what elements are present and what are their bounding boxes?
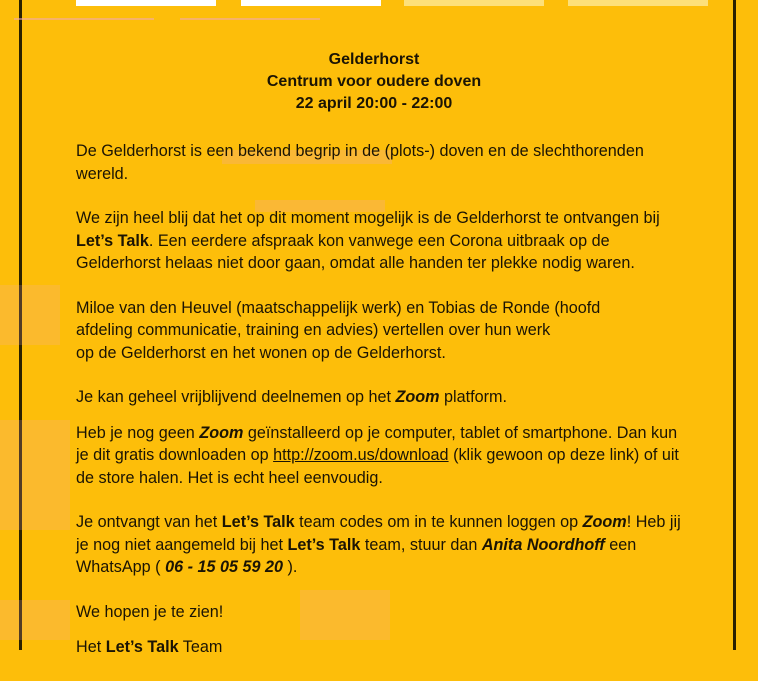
contact-name: Anita Noordhoff — [481, 535, 605, 554]
zoom-download-link[interactable]: http://zoom.us/download — [273, 446, 449, 464]
paragraph-closing: We hopen je te zien! — [76, 602, 224, 621]
event-subtitle: Centrum voor oudere doven — [266, 73, 482, 90]
text: Je ontvangt van het — [76, 513, 222, 531]
text: Het — [76, 638, 106, 656]
bleed-artifact — [0, 600, 70, 640]
text: team, stuur dan — [360, 535, 482, 554]
text: We zijn heel blij dat het op dit moment mogelijk is de Gelderhorst te ontvangen bij — [76, 209, 660, 227]
text: team codes om in te kunnen loggen op — [294, 513, 583, 531]
top-box-2 — [241, 0, 381, 6]
bleed-artifact — [0, 285, 60, 345]
zoom-name: Zoom — [582, 513, 627, 531]
event-description — [76, 140, 686, 681]
paragraph-speakers — [76, 297, 686, 365]
text: Heb je nog geen — [76, 423, 200, 442]
text: Team — [178, 638, 223, 656]
bleed-artifact — [14, 18, 154, 20]
text: een WhatsApp ( — [76, 535, 637, 576]
event-header — [76, 49, 672, 115]
brand-name: Let’s Talk — [105, 638, 179, 656]
zoom-name: Zoom — [199, 423, 244, 442]
paragraph-signature — [76, 636, 686, 659]
brand-name: Let’s Talk — [76, 231, 149, 250]
event-datetime: 22 april 20:00 - 22:00 — [295, 95, 453, 112]
brand-name: Let’s Talk — [287, 535, 361, 554]
text: (klik gewoon op deze link) of uit de store halen. Het is echt heel eenvoudig. — [76, 446, 679, 487]
text: geïnstalleerd op je computer, tablet of smartphone. Dan kun je dit gratis downloaden op — [76, 423, 678, 464]
paragraph-participation — [76, 386, 686, 409]
paragraph-intro: De Gelderhorst is een bekend begrip in de (plots-) doven en de slechthorenden wereld. — [76, 142, 644, 183]
bleed-artifact — [0, 420, 70, 530]
bleed-artifact — [180, 18, 320, 20]
brand-name: Let’s Talk — [221, 513, 295, 531]
top-box-4 — [568, 0, 708, 6]
text: op de Gelderhorst en het wonen op de Gelderhorst. — [76, 343, 446, 362]
top-box-3 — [404, 0, 544, 6]
text: . Een eerdere afspraak kon vanwege een Corona uitbraak op de Gelderhorst helaas niet door gaan, omdat alle handen ter plekke nodig waren. — [76, 231, 635, 272]
zoom-name: Zoom — [395, 388, 440, 406]
text: Je kan geheel vrijblijvend deelnemen op het — [76, 388, 396, 406]
contact-phone: 06 - 15 05 59 20 — [165, 558, 283, 576]
text: ). — [282, 558, 298, 576]
paragraph-welcome — [76, 207, 686, 275]
paragraph-install — [76, 422, 686, 490]
text: platform. — [439, 388, 508, 406]
event-title: Gelderhorst — [328, 51, 420, 68]
top-box-1 — [76, 0, 216, 6]
text: Miloe van den Heuvel (maatschappelijk werk) en Tobias de Ronde (hoofd — [76, 298, 601, 317]
paragraph-login — [76, 511, 686, 579]
text: afdeling communicatie, training en advies) vertellen over hun werk — [76, 321, 551, 339]
frame-right-border — [733, 0, 736, 650]
text: ! Heb jij je nog niet aangemeld bij het — [76, 513, 681, 554]
